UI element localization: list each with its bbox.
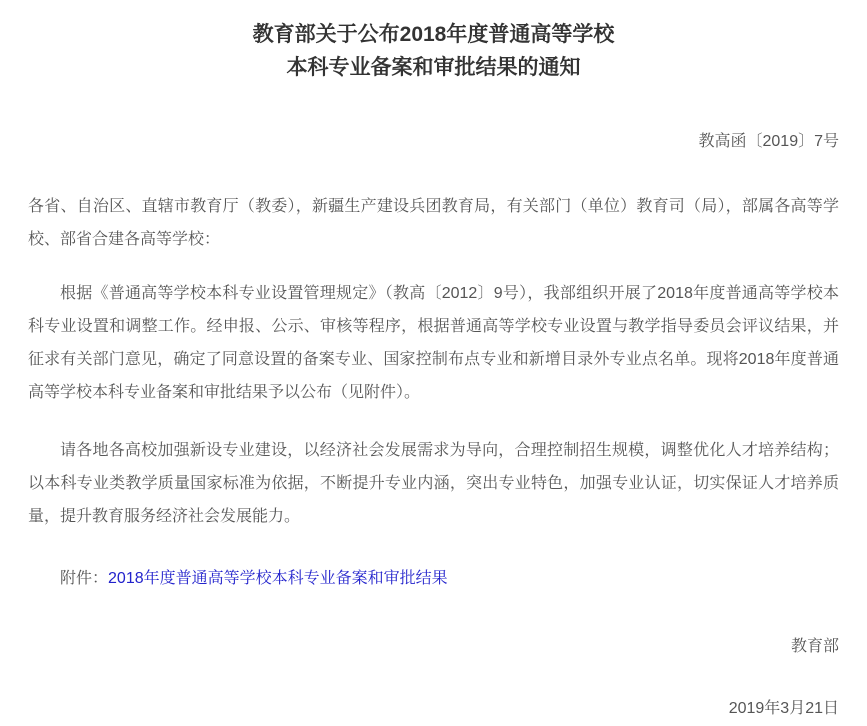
issuer-signature: 教育部 [790,638,839,655]
body-paragraph-1: 根据《普通高等学校本科专业设置管理规定》（教高〔2012〕9号），我部组织开展了2018年度普通高等学校本科专业设置和调整工作。经申报、公示、审核等程序，根据普通高等学校专业设置与教学指导委员会评议结果，并征求有关部门意见，确定了同意设置的备案专业、国家控制布点专业和新增目录外专业点名单。现将2018年度普通高等学校本科专业备案和审批结果予以公布（见附件）。 [28,285,839,401]
attachment-line [28,562,839,595]
page-title-line2: 本科专业备案和审批结果的通知 [286,56,581,79]
attachment-link[interactable]: 2018年度普通高等学校本科专业备案和审批结果 [108,570,448,587]
page-title [28,18,839,84]
page-title-line1: 教育部关于公布2018年度普通高等学校 [252,23,615,46]
issue-date: 2019年3月21日 [728,700,839,717]
body-paragraph-2: 请各地各高校加强新设专业建设，以经济社会发展需求为导向，合理控制招生规模，调整优化人才培养结构；以本科专业类教学质量国家标准为依据，不断提升专业内涵，突出专业特色，加强专业认证，切实保证人才培养质量，提升教育服务经济社会发展能力。 [28,442,839,525]
document-number: 教高函〔2019〕7号 [698,133,839,150]
salutation-paragraph: 各省、自治区、直辖市教育厅（教委），新疆生产建设兵团教育局，有关部门（单位）教育司（局），部属各高等学校、部省合建各高等学校： [28,198,839,248]
attachment-label: 附件： [60,570,109,587]
